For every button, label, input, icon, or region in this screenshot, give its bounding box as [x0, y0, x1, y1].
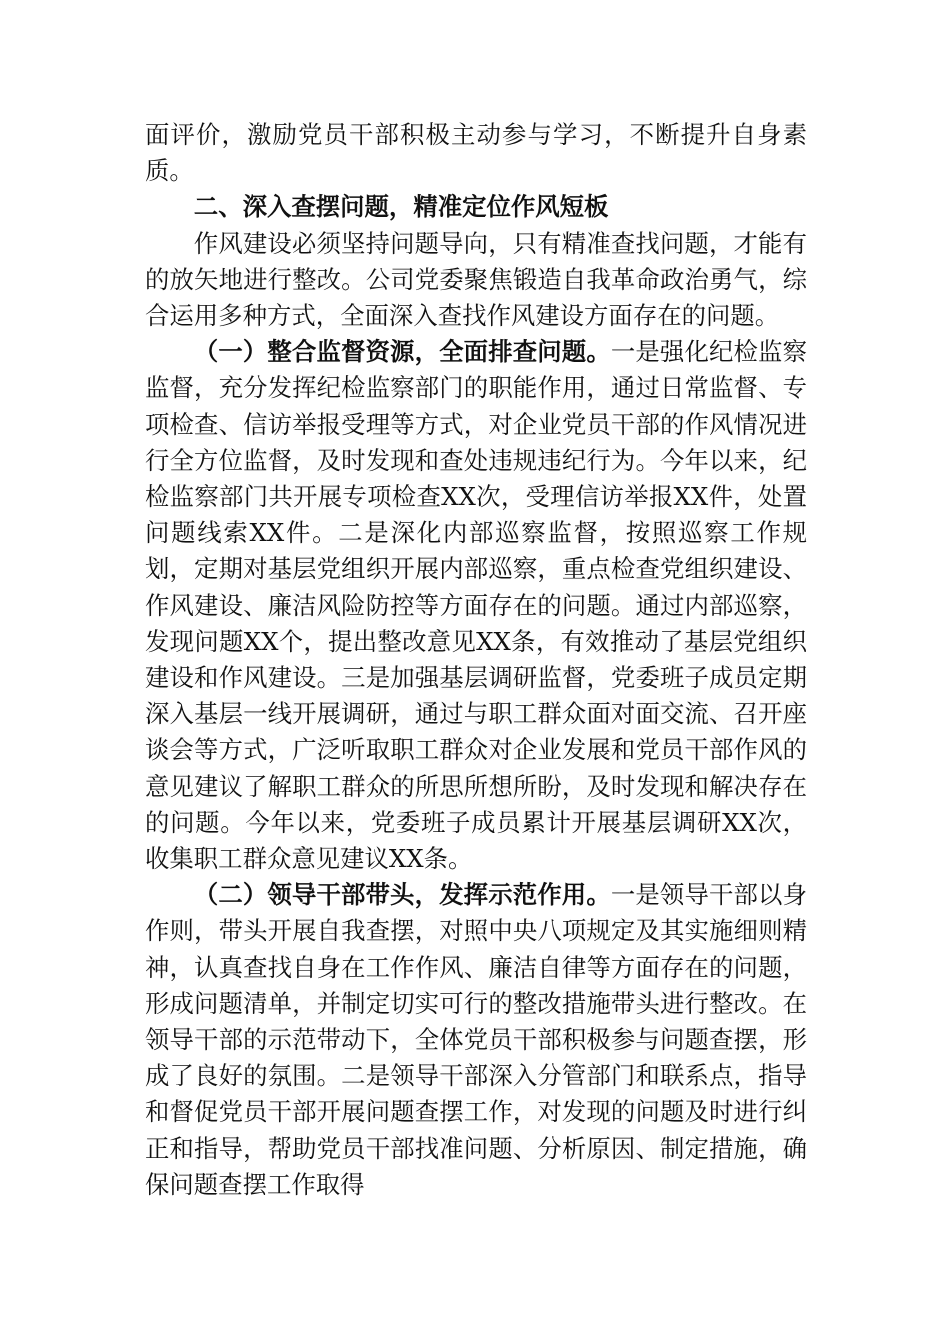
subsection-2-body: 一是领导干部以身作则，带头开展自我查摆，对照中央八项规定及其实施细则精神，认真查找自身在工作作风、廉洁自律等方面存在的问题，形成问题清单，并制定切实可行的整改措施带头进行整改。在领导干部的示范带动下，全体党员干部积极参与问题查摆，形成了良好的氛围。二是领导干部深入分管部门和联系点，指导和督促党员干部开展问题查摆工作，对发现的问题及时进行纠正和指导，帮助党员干部找准问题、分析原因、制定措施，确保问题查摆工作取得 [145, 880, 807, 1199]
subsection-1-paragraph [145, 334, 807, 877]
paragraph-continuation: 面评价，激励党员干部积极主动参与学习，不断提升自身素质。 [145, 120, 807, 186]
intro-paragraph: 作风建设必须坚持问题导向，只有精准查找问题，才能有的放矢地进行整改。公司党委聚焦锻造自我革命政治勇气，综合运用多种方式，全面深入查找作风建设方面存在的问题。 [145, 228, 807, 331]
subsection-2-title: （二）领导干部带头，发挥示范作用。 [193, 880, 611, 910]
document-page [145, 117, 807, 1203]
subsection-1-title: （一）整合监督资源，全面排查问题。 [193, 337, 611, 367]
section-heading: 二、深入查摆问题，精准定位作风短板 [193, 192, 609, 222]
subsection-1-body: 一是强化纪检监察监督，充分发挥纪检监察部门的职能作用，通过日常监督、专项检查、信访举报受理等方式，对企业党员干部的作风情况进行全方位监督，及时发现和查处违规违纪行为。今年以来，纪检监察部门共开展专项检查XX次，受理信访举报XX件，处置问题线索XX件。二是深化内部巡察监督，按照巡察工作规划，定期对基层党组织开展内部巡察，重点检查党组织建设、作风建设、廉洁风险防控等方面存在的问题。通过内部巡察，发现问题XX个，提出整改意见XX条，有效推动了基层党组织建设和作风建设。三是加强基层调研监督，党委班子成员定期深入基层一线开展调研，通过与职工群众面对面交流、召开座谈会等方式，广泛听取职工群众对企业发展和党员干部作风的意见建议了解职工群众的所思所想所盼，及时发现和解决存在的问题。今年以来，党委班子成员累计开展基层调研XX次，收集职工群众意见建议XX条。 [145, 337, 807, 874]
subsection-2-paragraph [145, 877, 807, 1203]
